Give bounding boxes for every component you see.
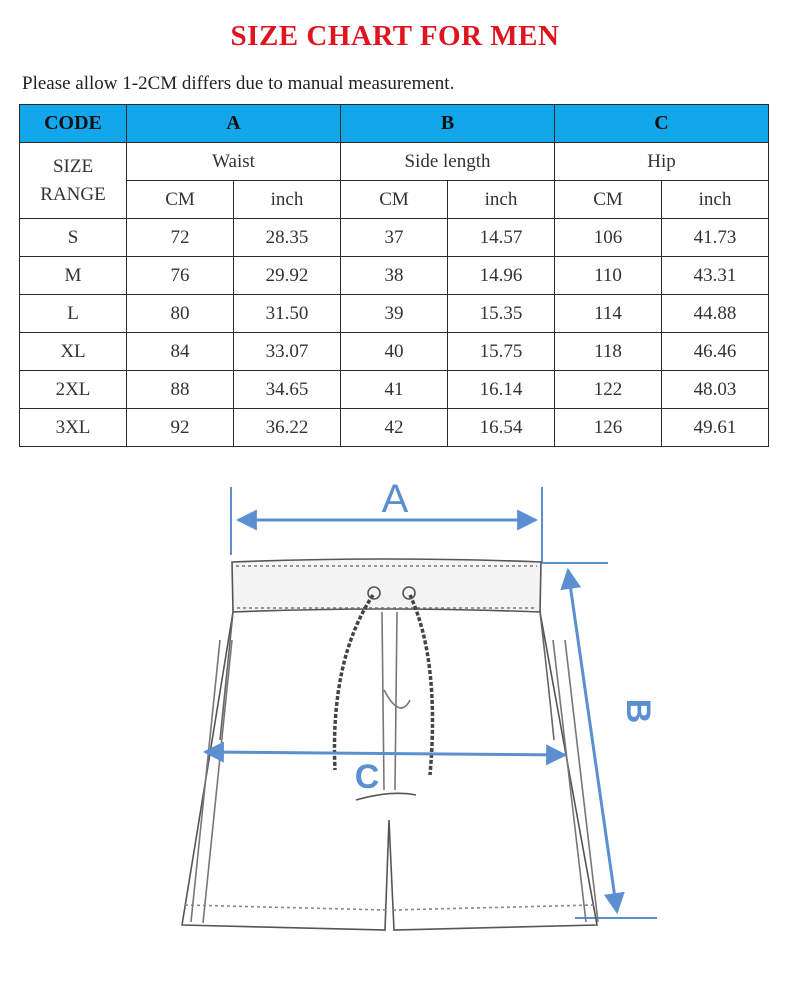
size-label: 2XL	[20, 371, 127, 409]
measurement-cell: 48.03	[662, 371, 769, 409]
measurement-cell: 16.54	[448, 409, 555, 447]
measurement-cell: 33.07	[234, 333, 341, 371]
measurement-cell: 31.50	[234, 295, 341, 333]
measurement-cell: 76	[127, 257, 234, 295]
measurement-note: Please allow 1-2CM differs due to manual measurement.	[22, 73, 455, 94]
measurement-cell: 28.35	[234, 219, 341, 257]
table-row	[20, 257, 769, 295]
measurement-cell: 49.61	[662, 409, 769, 447]
label-b: B	[619, 698, 657, 724]
measurement-cell: 34.65	[234, 371, 341, 409]
measurement-cell: 118	[555, 333, 662, 371]
size-label: M	[20, 257, 127, 295]
shorts-outline	[182, 559, 598, 930]
code-a: A	[127, 105, 341, 143]
code-header: CODE	[20, 105, 127, 143]
shorts-diagram	[0, 470, 790, 981]
unit-cell: CM	[127, 181, 234, 219]
measurement-cell: 14.96	[448, 257, 555, 295]
unit-cell: CM	[341, 181, 448, 219]
unit-cell: CM	[555, 181, 662, 219]
measurement-cell: 43.31	[662, 257, 769, 295]
size-label: L	[20, 295, 127, 333]
measurement-cell: 41	[341, 371, 448, 409]
measurement-cell: 92	[127, 409, 234, 447]
code-b: B	[341, 105, 555, 143]
measurement-cell: 16.14	[448, 371, 555, 409]
table-row	[20, 295, 769, 333]
measurement-cell: 39	[341, 295, 448, 333]
code-row	[20, 105, 769, 143]
arrow-b	[568, 570, 617, 912]
measurement-cell: 37	[341, 219, 448, 257]
measurement-cell: 46.46	[662, 333, 769, 371]
measure-hip: Hip	[555, 143, 769, 181]
table-row	[20, 409, 769, 447]
size-label: XL	[20, 333, 127, 371]
arrow-c	[205, 752, 565, 755]
unit-cell: inch	[234, 181, 341, 219]
size-range-header: SIZE RANGE	[20, 143, 127, 219]
table-row	[20, 333, 769, 371]
measurement-cell: 80	[127, 295, 234, 333]
table-row	[20, 219, 769, 257]
measure-row	[20, 143, 769, 181]
size-rows	[20, 219, 769, 447]
label-a: A	[381, 477, 409, 521]
measurement-cell: 15.35	[448, 295, 555, 333]
measurement-cell: 42	[341, 409, 448, 447]
measurement-cell: 110	[555, 257, 662, 295]
measure-waist: Waist	[127, 143, 341, 181]
measurement-cell: 44.88	[662, 295, 769, 333]
measurement-cell: 14.57	[448, 219, 555, 257]
unit-cell: inch	[662, 181, 769, 219]
measurement-cell: 40	[341, 333, 448, 371]
measure-side-length: Side length	[341, 143, 555, 181]
code-c: C	[555, 105, 769, 143]
measurement-cell: 106	[555, 219, 662, 257]
measurement-cell: 29.92	[234, 257, 341, 295]
table-row	[20, 371, 769, 409]
chart-title: SIZE CHART FOR MEN	[230, 20, 560, 52]
unit-row	[20, 181, 769, 219]
measurement-cell: 122	[555, 371, 662, 409]
measurement-cell: 88	[127, 371, 234, 409]
unit-cell: inch	[448, 181, 555, 219]
size-table	[19, 104, 769, 447]
measurement-cell: 38	[341, 257, 448, 295]
measurement-cell: 114	[555, 295, 662, 333]
measurement-cell: 72	[127, 219, 234, 257]
size-label: S	[20, 219, 127, 257]
measurement-cell: 84	[127, 333, 234, 371]
size-label: 3XL	[20, 409, 127, 447]
measurement-cell: 41.73	[662, 219, 769, 257]
measurement-cell: 36.22	[234, 409, 341, 447]
label-c: C	[354, 758, 380, 796]
measurement-cell: 15.75	[448, 333, 555, 371]
measurement-cell: 126	[555, 409, 662, 447]
